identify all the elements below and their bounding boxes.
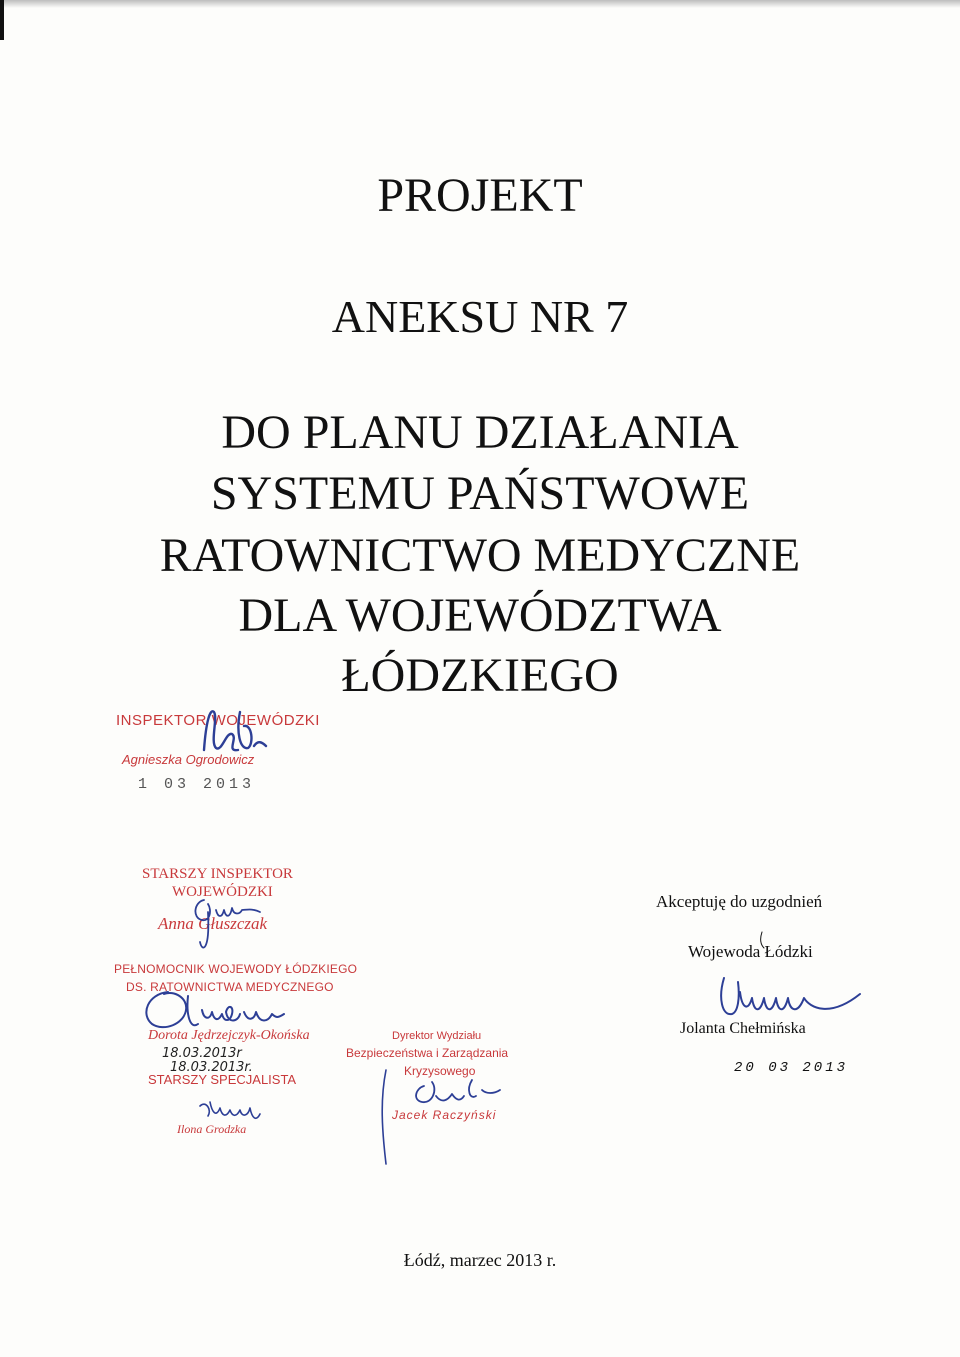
heading-line: ŁÓDZKIEGO xyxy=(341,649,619,702)
heading-line: SYSTEMU PAŃSTWOWE xyxy=(210,467,750,520)
approval-text: Akceptuję do uzgodnień xyxy=(656,892,823,911)
document-title: PROJEKT xyxy=(377,169,583,222)
plenipotentiary-name: Dorota Jędrzejczyk-Okońska xyxy=(148,1028,310,1043)
inspector-stamp-name: Agnieszka Ogrodowicz xyxy=(122,752,255,767)
inspector-signature xyxy=(196,702,276,762)
senior-inspector-title: STARSZY INSPEKTOR xyxy=(142,866,293,882)
director-title: Dyrektor Wydziału xyxy=(392,1030,482,1042)
director-department: Bezpieczeństwa i Zarządzania xyxy=(346,1046,509,1060)
scan-edge-left xyxy=(0,0,4,40)
specialist-name: Ilona Grodzka xyxy=(177,1122,247,1136)
inspector-stamp-date: 1 03 2013 xyxy=(138,776,256,793)
senior-inspector-signature xyxy=(188,892,278,948)
inspector-stamp-title: INSPEKTOR WOJEWÓDZKI xyxy=(116,712,320,729)
voivode-title: Wojewoda Łódzki xyxy=(688,942,813,961)
handwritten-date: 18.03.2013r. xyxy=(170,1060,253,1075)
voivode-signature xyxy=(700,968,870,1028)
heading-line: DO PLANU DZIAŁANIA xyxy=(221,406,739,459)
handwritten-date: 18.03.2013r xyxy=(162,1046,242,1061)
director-department: Kryzysowego xyxy=(404,1064,476,1078)
heading-line: DLA WOJEWÓDZTWA xyxy=(238,589,722,642)
scan-edge-top xyxy=(0,0,960,8)
senior-inspector-name: Anna Głuszczak xyxy=(158,914,268,933)
voivode-name: Jolanta Chełmińska xyxy=(680,1020,806,1037)
director-name: Jacek Raczyński xyxy=(392,1108,497,1122)
specialist-title: STARSZY SPECJALISTA xyxy=(148,1072,297,1087)
senior-inspector-title: WOJEWÓDZKI xyxy=(172,884,273,900)
plenipotentiary-title: PEŁNOMOCNIK WOJEWODY ŁÓDZKIEGO xyxy=(114,962,358,976)
voivode-date: 20 03 2013 xyxy=(734,1060,849,1076)
document-subtitle: ANEKSU NR 7 xyxy=(331,291,629,342)
heading-line: RATOWNICTWO MEDYCZNE xyxy=(159,529,801,582)
plenipotentiary-subtitle: DS. RATOWNICTWA MEDYCZNEGO xyxy=(126,980,334,994)
document-footer: Łódź, marzec 2013 r. xyxy=(403,1250,557,1270)
